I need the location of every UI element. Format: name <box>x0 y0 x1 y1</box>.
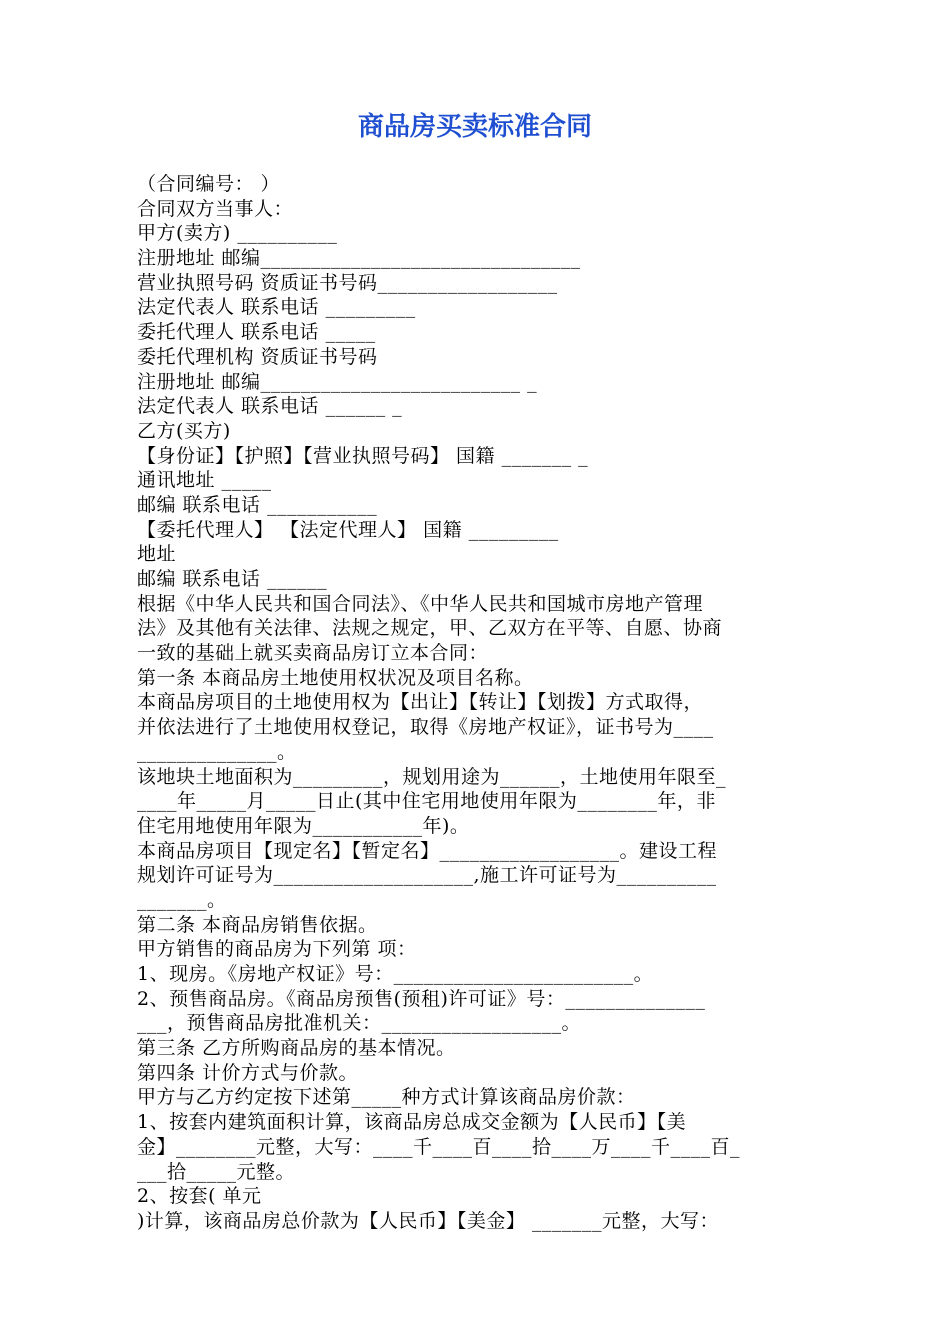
text-line: 【委托代理人】 【法定代理人】 国籍 _________ <box>137 518 559 541</box>
text-line: 法定代表人 联系电话 ______ _ <box>137 395 403 418</box>
text-line: 法定代表人 联系电话 _________ <box>137 296 416 319</box>
text-line: 甲方与乙方约定按下述第_____种方式计算该商品房价款： <box>137 1086 636 1109</box>
text-line: 本商品房项目【现定名】【暂定名】__________________。建设工程 <box>137 839 718 862</box>
text-line: _______。 <box>137 888 227 911</box>
text-line: 住宅用地使用年限为___________年)。 <box>137 814 470 837</box>
text-line: 该地块土地面积为_________，规划用途为______，土地使用年限至_ <box>137 765 727 788</box>
text-line: ______________。 <box>137 740 297 763</box>
text-line: 委托代理机构 资质证书号码 <box>137 345 378 368</box>
text-line: 1、现房。《房地产权证》号：________________________。 <box>137 963 654 985</box>
text-line: 委托代理人 联系电话 _____ <box>137 321 376 344</box>
text-line: 一致的基础上就买卖商品房订立本合同： <box>137 642 489 665</box>
text-line: ___，预售商品房批准机关：__________________。 <box>137 1012 582 1035</box>
text-line: 营业执照号码 资质证书号码__________________ <box>137 271 558 294</box>
text-line: 第四条 计价方式与价款。 <box>137 1061 359 1084</box>
text-line: （合同编号： ） <box>137 173 281 195</box>
document-body <box>137 172 817 1234</box>
text-line: 根据《中华人民共和国合同法》、《中华人民共和国城市房地产管理 <box>137 592 704 615</box>
text-line: 通讯地址 _____ <box>137 469 272 492</box>
text-line: 1、按套内建筑面积计算，该商品房总成交金额为【人民币】【美 <box>137 1111 687 1134</box>
text-line: 邮编 联系电话 ___________ <box>137 493 378 516</box>
text-line: 甲方销售的商品房为下列第 项： <box>137 938 417 961</box>
text-line: 地址 <box>137 543 177 566</box>
text-line: 合同双方当事人： <box>137 197 294 220</box>
text-line: 并依法进行了土地使用权登记，取得《房地产权证》，证书号为____ <box>137 716 714 739</box>
text-line: 甲方(卖方) __________ <box>137 222 338 245</box>
text-line: 法》及其他有关法律、法规之规定，甲、乙双方在平等、自愿、协商 <box>137 617 723 640</box>
text-line: 【身份证】【护照】【营业执照号码】 国籍 _______ _ <box>137 444 589 467</box>
text-line: 2、按套( 单元 <box>137 1185 262 1208</box>
text-line: 金】________元整，大写：____千____百____拾____万____千____百_ <box>137 1135 741 1158</box>
text-line: ____年_____月_____日止(其中住宅用地使用年限为________年，非 <box>137 790 716 813</box>
text-line: 第一条 本商品房土地使用权状况及项目名称。 <box>137 666 534 689</box>
text-line: 邮编 联系电话 ______ <box>137 568 328 590</box>
text-line: 第二条 本商品房销售依据。 <box>137 913 378 936</box>
text-line: 注册地址 邮编__________________________ _ <box>137 370 538 393</box>
text-line: 注册地址 邮编________________________________ <box>137 247 581 270</box>
text-line: 本商品房项目的土地使用权为【出让】【转让】【划拨】方式取得， <box>137 691 704 714</box>
text-line: 第三条 乙方所购商品房的基本情况。 <box>137 1037 456 1060</box>
text-line: 2、预售商品房。《商品房预售(预租)许可证》号：______________ <box>137 987 706 1010</box>
text-line: )计算，该商品房总价款为【人民币】【美金】 _______元整，大写： <box>137 1209 719 1232</box>
document-title: 商品房买卖标准合同 <box>357 112 592 142</box>
text-line: ___拾_____元整。 <box>137 1160 296 1183</box>
text-line: 规划许可证号为____________________,施工许可证号为__________ <box>137 864 717 887</box>
text-line: 乙方(买方) <box>137 419 231 442</box>
